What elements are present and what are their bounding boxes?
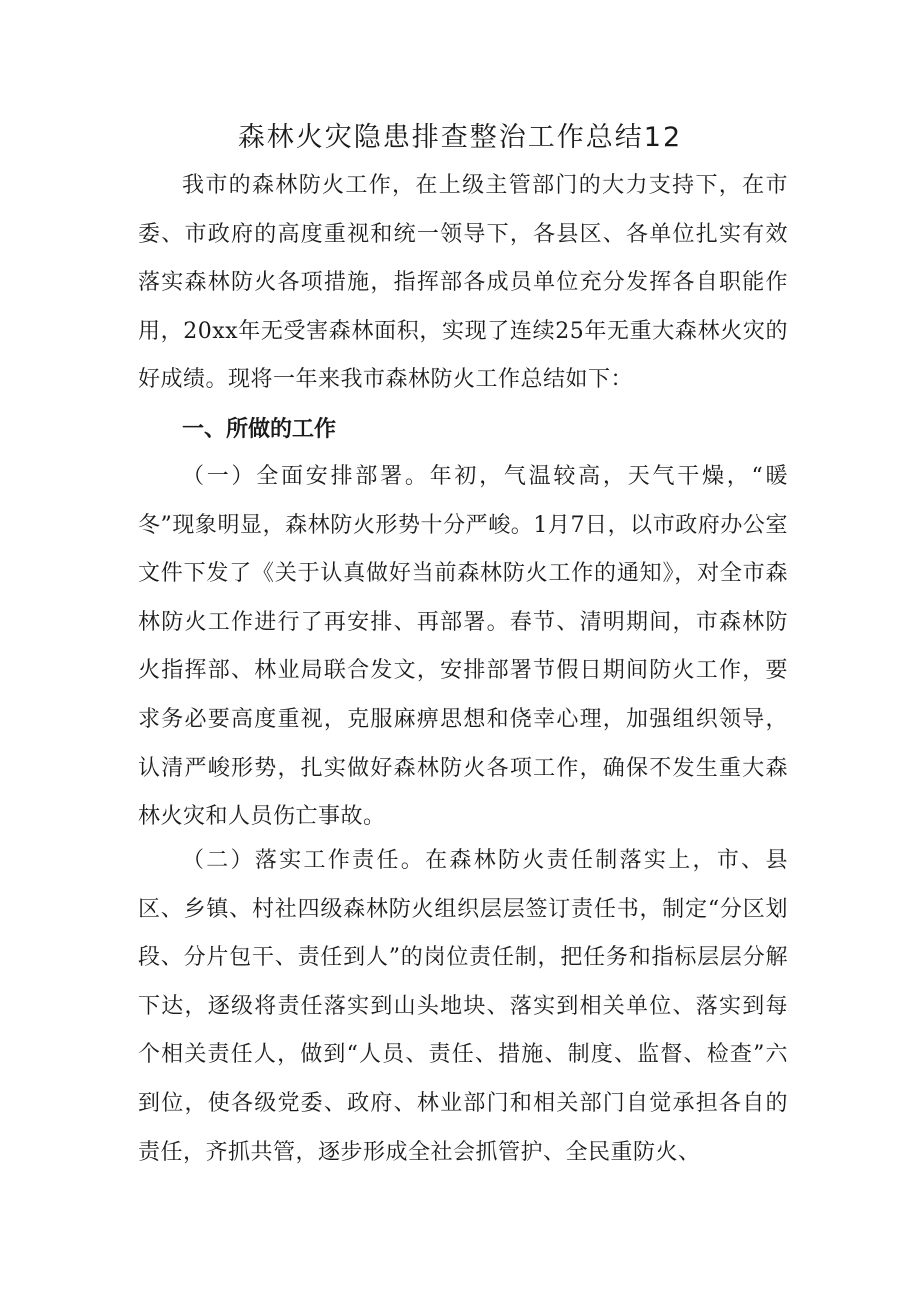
paragraph-deployment: （一）全面安排部署。年初，气温较高，天气干燥，“暖冬”现象明显，森林防火形势十分严峻。1月7日，以市政府办公室文件下发了《关于认真做好当前森林防火工作的通知》，对全市森林防火工作进行了再安排、再部署。春节、清明期间，市森林防火指挥部、林业局联合发文，安排部署节假日期间防火工作，要求务必要高度重视，克服麻痹思想和侥幸心理，加强组织领导，认清严峻形势，扎实做好森林防火各项工作，确保不发生重大森林火灾和人员伤亡事故。 — [138, 464, 788, 830]
intro-paragraph: 我市的森林防火工作，在上级主管部门的大力支持下，在市委、市政府的高度重视和统一领导下，各县区、各单位扎实有效落实森林防火各项措施，指挥部各成员单位充分发挥各自职能作用，20xx年无受害森林面积，实现了连续25年无重大森林火灾的好成绩。现将一年来我市森林防火工作总结如下： — [138, 173, 788, 393]
section-heading: 一、所做的工作 — [182, 417, 337, 442]
document-title: 森林火灾隐患排查整治工作总结12 — [237, 122, 683, 153]
paragraph-responsibility: （二）落实工作责任。在森林防火责任制落实上，市、县区、乡镇、村社四级森林防火组织层层签订责任书，制定“分区划段、分片包干、责任到人”的岗位责任制，把任务和指标层层分解下达，逐级将责任落实到山头地块、落实到相关单位、落实到每个相关责任人，做到“人员、责任、措施、制度、监督、检查”六到位，使各级党委、政府、林业部门和相关部门自觉承担各自的责任，齐抓共管，逐步形成全社会抓管护、全民重防火、 — [138, 848, 788, 1165]
